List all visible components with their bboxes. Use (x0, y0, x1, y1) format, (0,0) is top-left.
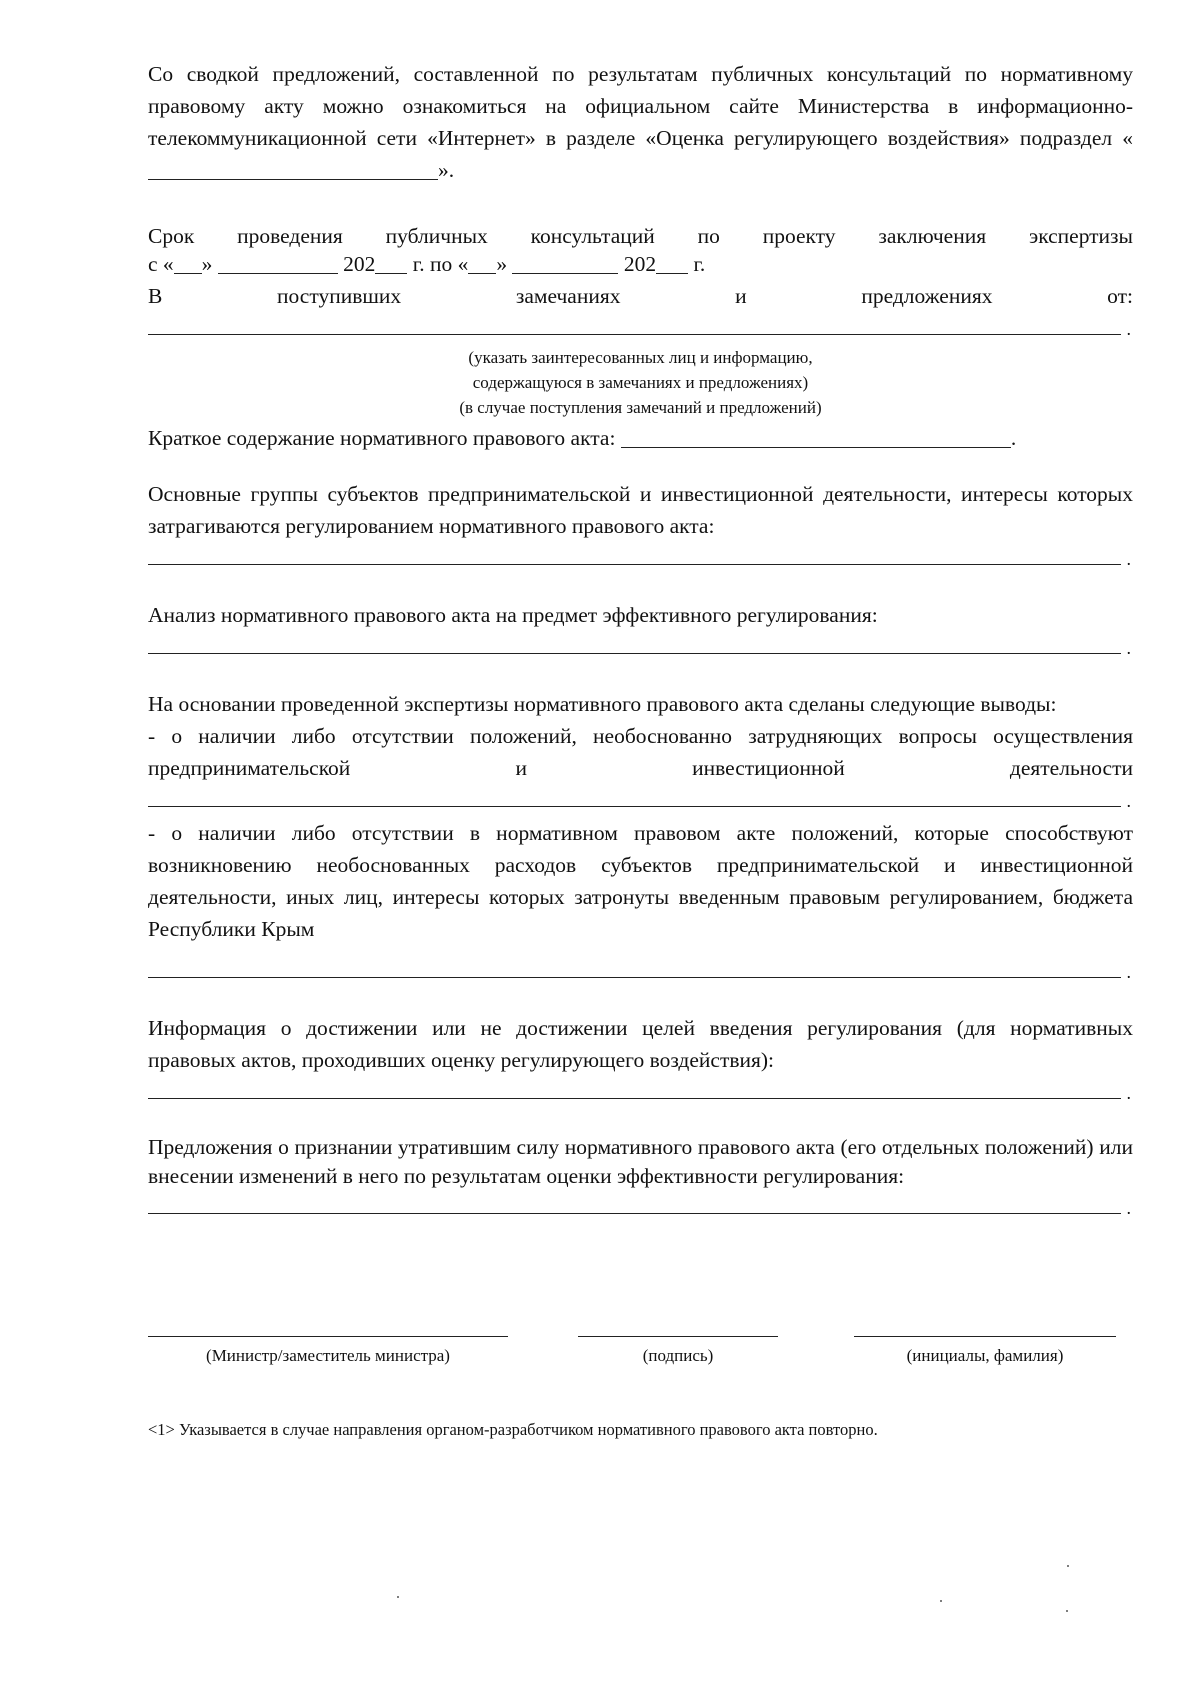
sign-line[interactable] (578, 1318, 778, 1337)
remarks-hint-3: (в случае поступления замечаний и предложений) (459, 398, 822, 417)
conclusion-item-2: - о наличии либо отсутствии в нормативном правовом акте положений, которые способствуют возникновению необоснованных расходов субъектов предпринимательской и инвестиционной деятельности, иных лиц, интересы которых затронуты введенным правовым регулированием, бюджета Республики Крым (148, 821, 1133, 941)
signature-block (148, 1318, 1108, 1378)
scan-speck (940, 1600, 942, 1602)
conclusion-2-dot: . (1126, 962, 1131, 982)
document-body (148, 58, 1133, 1218)
conclusion-1-dot: . (1126, 791, 1131, 811)
goals-blank-line[interactable] (148, 1076, 1131, 1103)
term-line: Срок проведения публичных консультаций по проекту заключения экспертизы (148, 224, 1133, 248)
remarks-dot: . (1126, 319, 1131, 339)
proposals-blank-line[interactable] (148, 1191, 1131, 1218)
remarks-label: В поступивших замечаниях и предложениях от: (148, 284, 1133, 308)
scan-speck (1066, 1610, 1068, 1612)
position-caption: (Министр/заместитель министра) (206, 1346, 450, 1365)
remarks-hint-2: содержащуюся в замечаниях и предложениях) (472, 373, 809, 392)
position-signature-field (148, 1318, 508, 1369)
year-from-blank[interactable] (375, 251, 407, 274)
groups-blank-line[interactable] (148, 542, 1131, 569)
remarks-hint-1: (указать заинтересованных лиц и информацию, (468, 348, 813, 367)
name-caption: (инициалы, фамилия) (906, 1346, 1064, 1365)
analysis-dot: . (1126, 638, 1131, 658)
date-to-open: г. по « (412, 252, 469, 276)
analysis-blank-line[interactable] (148, 631, 1131, 658)
month-to-blank[interactable] (512, 251, 618, 274)
remarks-blank-line[interactable] (148, 312, 1131, 339)
conclusion-item-1: - о наличии либо отсутствии положений, необоснованно затрудняющих вопросы осуществления предпринимательской и инвестиционной деятельности (148, 724, 1133, 780)
goals-dot: . (1126, 1083, 1131, 1103)
analysis-paragraph: Анализ нормативного правового акта на предмет эффективного регулирования: (148, 603, 878, 627)
month-from-blank[interactable] (218, 251, 338, 274)
date-to-end: г. (693, 252, 706, 276)
year-to-prefix: 202 (623, 252, 657, 276)
name-line[interactable] (854, 1318, 1116, 1337)
subsection-blank[interactable] (148, 157, 438, 180)
groups-paragraph: Основные группы субъектов предпринимательской и инвестиционной деятельности, интересы которых затрагиваются регулированием нормативного правового акта: (148, 482, 1133, 538)
year-to-blank[interactable] (656, 251, 688, 274)
scan-speck (397, 1596, 399, 1598)
day-from-blank[interactable] (174, 251, 202, 274)
groups-dot: . (1126, 549, 1131, 569)
name-signature-field (854, 1318, 1116, 1369)
intro-text: Со сводкой предложений, составленной по результатам публичных консультаций по нормативному правовому акту можно ознакомиться на официальном сайте Министерства в информационно-телекоммуникационной сети «Интернет» в разделе «Оценка регулирующего воздействия» подраздел « (148, 62, 1133, 150)
sign-caption: (подпись) (642, 1346, 714, 1365)
date-from-close: » (201, 252, 213, 276)
scan-speck (1067, 1565, 1069, 1567)
proposals-paragraph: Предложения о признании утратившим силу нормативного правового акта (его отдельных положений) или внесении изменений в него по результатам оценки эффективности регулирования: (148, 1135, 1133, 1188)
footnote: <1> Указывается в случае направления органом-разработчиком нормативного правового акта повторно. (148, 1420, 878, 1439)
sign-signature-field (578, 1318, 778, 1369)
summary-label: Краткое содержание нормативного правового акта: (148, 426, 616, 450)
date-to-close: » (496, 252, 508, 276)
summary-dot: . (1010, 426, 1017, 450)
day-to-blank[interactable] (468, 251, 496, 274)
goals-paragraph: Информация о достижении или не достижении целей введения регулирования (для нормативных правовых актов, проходивших оценку регулирующего воздействия): (148, 1016, 1133, 1072)
date-from-open: с « (148, 252, 174, 276)
summary-blank[interactable] (621, 425, 1011, 448)
position-line[interactable] (148, 1318, 508, 1337)
conclusion-2-blank-line[interactable] (148, 955, 1131, 982)
term-dates (148, 248, 1133, 280)
proposals-dot: . (1126, 1198, 1131, 1218)
conclusion-1-blank-line[interactable] (148, 784, 1131, 811)
conclusions-paragraph: На основании проведенной экспертизы нормативного правового акта сделаны следующие выводы: (148, 692, 1057, 716)
intro-paragraph (148, 58, 1133, 186)
intro-end: ». (438, 158, 455, 182)
year-from-prefix: 202 (343, 252, 376, 276)
summary-line (148, 422, 1133, 454)
